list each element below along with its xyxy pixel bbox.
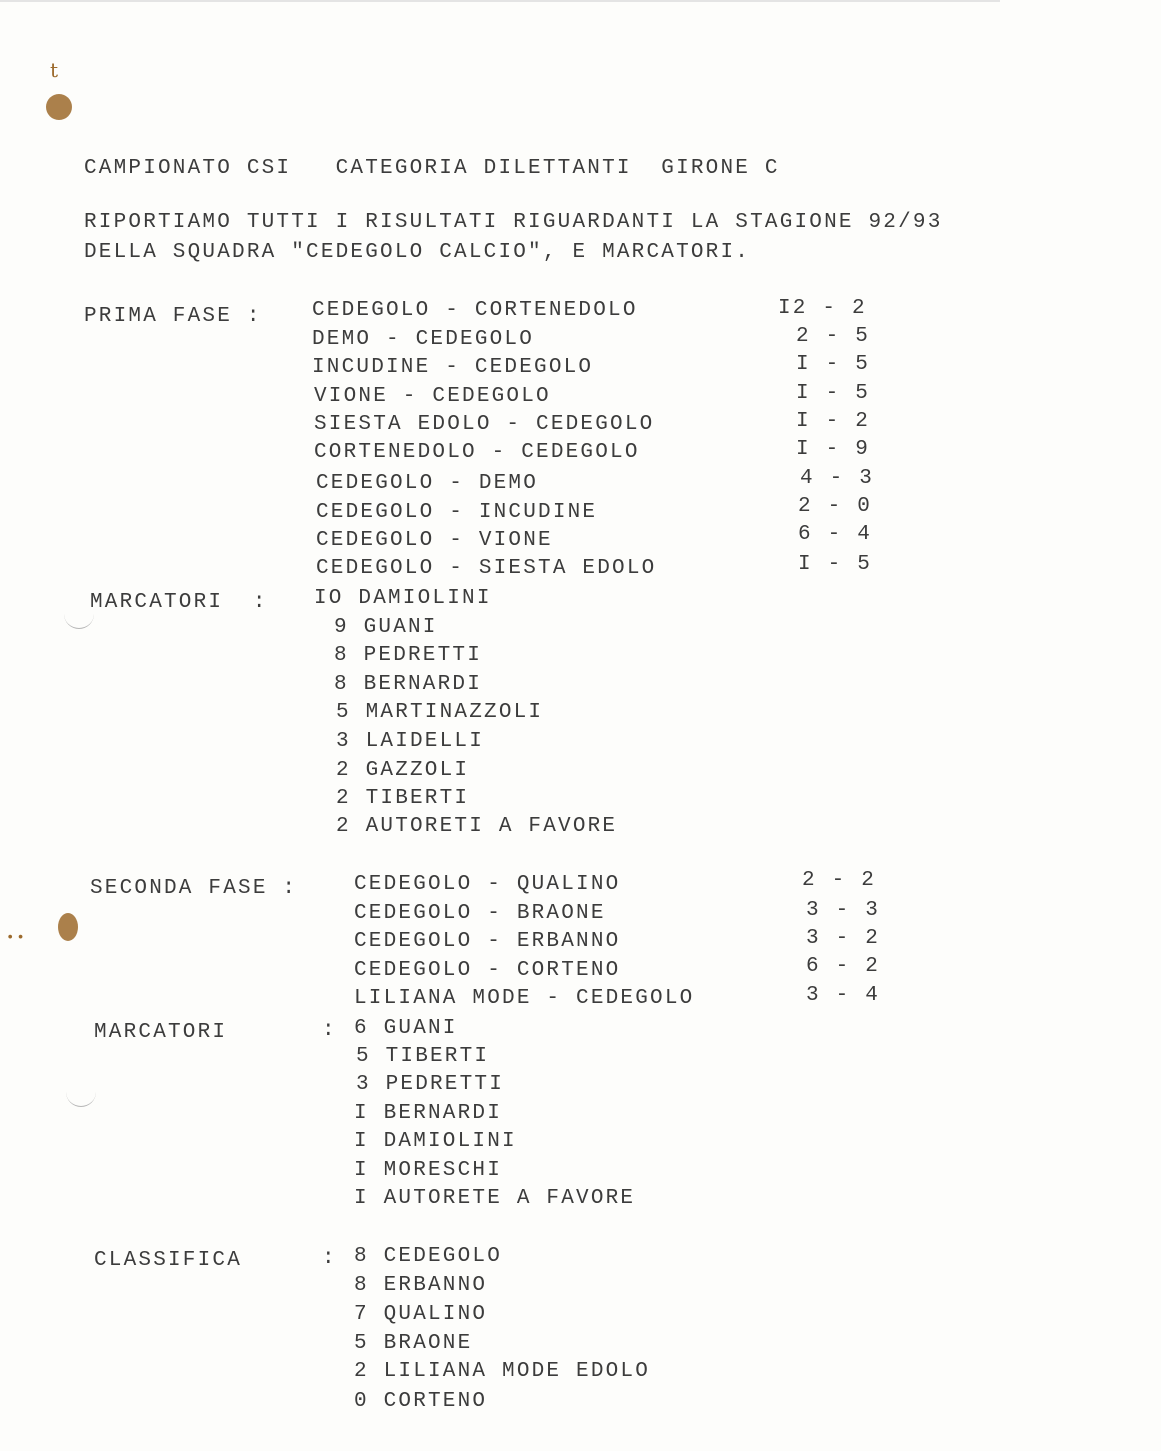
intro-line-1: RIPORTIAMO TUTTI I RISULTATI RIGUARDANTI LA STAGIONE 92/93 (84, 211, 943, 234)
scorer-entry: I BERNARDI (354, 1102, 503, 1125)
scorer-entry: 8 BERNARDI (334, 673, 483, 696)
standing-entry: 8 CEDEGOLO (354, 1245, 503, 1268)
match-teams: CEDEGOLO - VIONE (316, 529, 553, 552)
match-score: I2 - 2 (778, 297, 867, 320)
match-score: I - 2 (796, 410, 871, 433)
scorer-entry: IO DAMIOLINI (314, 587, 492, 610)
match-teams: CEDEGOLO - INCUDINE (316, 501, 598, 524)
match-teams: CEDEGOLO - CORTENEDOLO (312, 299, 638, 322)
scorer-entry: I DAMIOLINI (354, 1130, 517, 1153)
scorer-entry: 9 GUANI (334, 616, 438, 639)
scorer-entry: I MORESCHI (354, 1159, 503, 1182)
ink-stain (58, 913, 78, 941)
document-title: CAMPIONATO CSI CATEGORIA DILETTANTI GIRONE C (84, 157, 780, 180)
match-score: 6 - 2 (806, 955, 881, 978)
match-teams: DEMO - CEDEGOLO (312, 328, 535, 351)
match-score: 4 - 3 (800, 467, 875, 490)
prima-fase-label: PRIMA FASE : (84, 305, 262, 328)
match-score: 2 - 5 (796, 325, 871, 348)
paper-mark (66, 1086, 96, 1107)
intro-line-2: DELLA SQUADRA "CEDEGOLO CALCIO", E MARCATORI. (84, 241, 751, 264)
match-teams: CORTENEDOLO - CEDEGOLO (314, 441, 640, 464)
match-teams: CEDEGOLO - QUALINO (354, 873, 621, 896)
scorer-entry: 2 TIBERTI (336, 787, 470, 810)
colon: : (322, 1019, 337, 1042)
match-score: 3 - 2 (806, 927, 881, 950)
ink-dots: •• (6, 930, 27, 946)
standing-entry: 2 LILIANA MODE EDOLO (354, 1360, 651, 1383)
match-score: 6 - 4 (798, 523, 873, 546)
match-score: 3 - 3 (806, 899, 881, 922)
match-score: 3 - 4 (806, 984, 881, 1007)
scorer-entry: I AUTORETE A FAVORE (354, 1187, 636, 1210)
standing-entry: 0 CORTENO (354, 1390, 488, 1413)
scorer-entry: 3 PEDRETTI (356, 1073, 505, 1096)
match-teams: VIONE - CEDEGOLO (314, 385, 551, 408)
match-score: I - 5 (796, 382, 871, 405)
colon: : (322, 1247, 337, 1270)
match-teams: CEDEGOLO - CORTENO (354, 959, 621, 982)
match-teams: CEDEGOLO - ERBANNO (354, 930, 621, 953)
match-score: 2 - 0 (798, 495, 873, 518)
match-teams: INCUDINE - CEDEGOLO (312, 356, 594, 379)
prima-fase-marcatori-label: MARCATORI : (90, 591, 268, 614)
scorer-entry: 5 MARTINAZZOLI (336, 701, 544, 724)
scorer-entry: 3 LAIDELLI (336, 730, 485, 753)
classifica-label: CLASSIFICA (94, 1249, 243, 1272)
scorer-entry: 2 AUTORETI A FAVORE (336, 815, 618, 838)
standing-entry: 5 BRAONE (354, 1332, 473, 1355)
match-teams: SIESTA EDOLO - CEDEGOLO (314, 413, 655, 436)
match-score: 2 - 2 (802, 869, 877, 892)
scorer-entry: 2 GAZZOLI (336, 759, 470, 782)
match-score: I - 9 (796, 438, 871, 461)
ink-stain (46, 94, 72, 120)
match-teams: CEDEGOLO - SIESTA EDOLO (316, 557, 657, 580)
seconda-fase-label: SECONDA FASE : (90, 877, 298, 900)
match-score: I - 5 (798, 553, 873, 576)
standing-entry: 7 QUALINO (354, 1303, 488, 1326)
scorer-entry: 6 GUANI (354, 1017, 458, 1040)
match-teams: CEDEGOLO - BRAONE (354, 902, 606, 925)
match-teams: CEDEGOLO - DEMO (316, 472, 539, 495)
standing-entry: 8 ERBANNO (354, 1274, 488, 1297)
match-score: I - 5 (796, 353, 871, 376)
scorer-entry: 8 PEDRETTI (334, 644, 483, 667)
match-teams: LILIANA MODE - CEDEGOLO (354, 987, 695, 1010)
handwritten-mark: t (50, 58, 59, 82)
scorer-entry: 5 TIBERTI (356, 1045, 490, 1068)
seconda-fase-marcatori-label: MARCATORI (94, 1021, 228, 1044)
top-edge-line (0, 0, 1000, 2)
